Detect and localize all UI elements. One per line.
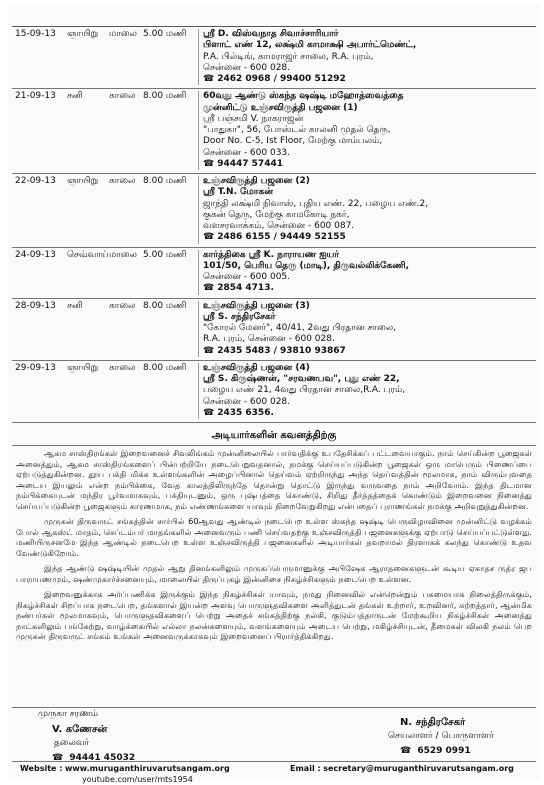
address-line: ஸ்ரீ D. விஸ்வநாத சிவாச்சாரியார் — [203, 29, 339, 39]
address-line: முன்னிட்டு உஞ்சவிருத்தி பஜனை (1) — [203, 102, 358, 113]
event-address — [198, 29, 536, 85]
signature-left — [38, 709, 238, 764]
email-line — [290, 764, 514, 774]
event-phone: 2435 5483 / 93810 93867 — [217, 345, 346, 356]
secretary-title: செயலாளர் / பொருளாளர் — [388, 730, 494, 741]
event-day: சனி — [67, 91, 83, 102]
event-phone-row — [203, 283, 536, 294]
schedule-row — [12, 27, 536, 89]
youtube-link[interactable]: youtube.com/user/mts1954 — [82, 775, 193, 784]
address-line: ஸ்ரீ பஞ்சமி V. நாகராஜன் — [203, 113, 304, 124]
event-time: 5.00 மணி — [143, 29, 187, 39]
event-day: ஞாயிறு — [67, 362, 99, 373]
event-phone: 94447 57441 — [217, 158, 283, 169]
email-label: Email : — [290, 764, 321, 773]
address-line: சென்னை - 600 033. — [203, 147, 291, 158]
address-line: உஞ்சவிருத்தி பஜனை (2) — [203, 176, 310, 186]
address-line: குகன் தெரு, மேற்கு காமகோடி நகர், — [203, 209, 350, 220]
address-line: 101/50, பெரிய தெரு (மாடி), திருவல்லிக்கேணி, — [203, 260, 410, 271]
event-address — [198, 301, 536, 357]
schedule-table — [12, 26, 536, 423]
event-phone: 2462 0968 / 99400 51292 — [217, 74, 346, 84]
event-phone: 2435 6356. — [217, 407, 274, 418]
event-phone-row — [203, 159, 536, 170]
signature-right — [388, 717, 538, 757]
event-date: 28-09-13 — [15, 300, 56, 311]
event-day: ஞாயிறு — [67, 29, 99, 39]
website-label: Website : — [20, 764, 63, 773]
event-address — [198, 176, 536, 244]
address-line: சென்னை - 600 005. — [203, 272, 291, 282]
event-time: 8.00 மணி — [143, 176, 187, 186]
event-time: 8.00 மணி — [143, 91, 187, 102]
footer — [12, 761, 536, 784]
event-day: ஞாயிறு — [67, 176, 99, 186]
event-address — [198, 250, 536, 295]
event-date: 24-09-13 — [15, 249, 56, 260]
event-time: 8.00 மணி — [143, 300, 187, 311]
schedule-row — [12, 248, 536, 299]
email-link[interactable]: secretary@muruganthiruvarutsangam.org — [323, 764, 514, 773]
event-session: மாலை — [109, 29, 137, 39]
address-line: P.A. பில்டிங், காமராஜர் சாலை, R.A. புரம், — [203, 51, 374, 62]
address-line: சென்னை - 600 028. — [203, 396, 291, 407]
event-phone-row — [203, 346, 536, 357]
address-line: உஞ்சவிருத்தி பஜனை (4) — [203, 362, 310, 373]
phone-icon: ☎ — [400, 745, 412, 756]
address-line: சென்னை - 600 028. — [203, 62, 291, 73]
address-line: ஜாந்தி லக்ஷ்மி நிவாஸ், புதிய எண். 22, பழைய எண்.2, — [203, 198, 429, 209]
event-day: செவ்வாய் — [67, 249, 109, 260]
event-date: 22-09-13 — [15, 176, 56, 186]
phone-icon: ☎ — [203, 407, 215, 418]
secretary-phone: 6529 0991 — [417, 745, 471, 756]
schedule-row — [12, 174, 536, 248]
address-line: ஸ்ரீ S. கிருஷ்ணன், "சரவணபவ", புது எண் 22, — [203, 374, 400, 384]
event-session: காலை — [109, 176, 136, 186]
president-title: தலைவர் — [54, 737, 90, 748]
notice-paragraph: இறைவனுக்காக அர்ப்பணிக்க இருக்கும் இந்த நிகழ்ச்சிகள் யாவும், நமது நினைவில் என்றென்றும் பசுமையாக நிலைத்திருக்கும், நிகழ்ச்சிகள் சிறப்பாக நடைபெற, தங்களால் இயன்ற அளவு பொருளுதவிகளை அளித்துடன் தங்கள் உற்றார், உறவினர், சுற்றத்தார், ஆன்மிக நண்பர்கள் மூலமாகவும், பொருளுதவிகளைப் பெற்று அதைச் சங்கத்திற்கு நல்கி, குடும்பத்தாருடன் மேற்கூறிய நிகழ்ச்சிகள் அனைத்து நாட்களிலும் பங்கேற்று, வாழ்க்கையில் எல்லா நலன்களையும், வளங்களையும் அடைய பெற்று, மகிழ்ச்சியுடன், தீமைகள் விலகி நலம் பெற முருகன் திருவருட் சங்கம் உங்கள் அனைவருக்காகவும் இறைவனைப் பிரார்த்திக்கிறது. — [16, 589, 532, 641]
event-phone-row — [203, 408, 536, 419]
event-phone-row — [203, 232, 536, 243]
event-time: 8.00 மணி — [143, 362, 187, 373]
event-phone: 2486 6155 / 94449 52155 — [217, 232, 346, 243]
notice-paragraph: இந்த ஆண்டு ஷஷ்டியின் முதல் ஆறு தினங்களிலும் முருகப்பெருமானுக்கு அபிஷேக ஆராதனைகளுடன் கூடிய ஏகாதச ருத்ர ஜப பாராயணமும், ஷண்முகார்ச்சனையும், மாலையில் திருப்புகழ் இன்னிசை நிகழ்ச்சிகளும் நடைபெற உள்ளன. — [16, 563, 532, 584]
secretary-phone-row — [400, 746, 538, 757]
phone-icon: ☎ — [203, 345, 215, 356]
address-line: கார்த்திகை ஸ்ரீ K. நாராயண ஐயர் — [203, 249, 339, 260]
notice-paragraph: ஆகம சாஸ்திரங்கள் இறைவனைச் சிவலிங்கம் முன்னிலையில் பார்வதிக்கு உபதேசிக்கப் பட்டவையாகும். நாம் செய்கின்ற பூஜைகள் அனைத்தும், ஆகம சாஸ்திரங்களைப் பின்பற்றியே நடைபெறுவதனால், நமக்கு செய்யப்படுகின்ற பூஜைகள் ஒரு மாபெரும் பிணைப்பை ஏற்படுத்துகின்றன. தூய பக்தி மிக்க உள்ளங்களின் அழைப்பினால் தெய்வம் ஏற்றிருந்து அந்த தெய்வத்தின் மூலமாக, நாம் விரும்புவதை அடைய இயலும் என்ற நம்பிக்கை, வேத காலத்திலிருந்தே தொன்று தொட்டு இருந்து வருவதை நாம் அறிவோம். இந்த திடமான நம்பிக்கையுடன் மந்திர பூர்வமாகவும், பக்தியுடனும், ஒரு புஷ்பத்தை கொண்டு, சிறிது தீர்த்தத்தைக் கொண்டும் இறைவனை நினைத்து செய்யப்படுகின்ற பூஜைகளும் காரணமாக, நம் எண்ணங்களை யாவும் நிறைவேறுகிறது என்பதைப் புராணங்கள் நமக்கு அறிவுறுத்துகின்றன. — [16, 448, 532, 511]
address-line: வளசரவாக்கம், சென்னை - 600 087. — [203, 221, 355, 231]
event-date: 29-09-13 — [15, 362, 56, 373]
address-line: பழைய எண் 21, 4வது பிரதான சாலை,R.A. புரம், — [203, 385, 406, 396]
event-date: 15-09-13 — [15, 29, 56, 39]
address-line: உஞ்சவிருத்தி பஜனை (3) — [203, 300, 310, 311]
event-session: மாலை — [109, 249, 137, 260]
event-session: காலை — [109, 91, 136, 102]
event-address — [198, 91, 536, 170]
address-line: "கோரல் மேனர்", 40/41, 2வது பிரதான சாலை, — [203, 323, 397, 333]
phone-icon: ☎ — [203, 232, 215, 243]
address-line: பிளாட் எண் 12, லக்ஷ்மி காமாக்ஷி அபார்ட்மெண்ட், — [203, 40, 417, 51]
event-session: காலை — [109, 300, 136, 311]
event-address — [198, 363, 536, 419]
event-time: 5.00 மணி — [143, 249, 187, 260]
event-phone: 2854 4713. — [217, 283, 274, 294]
event-session: காலை — [109, 362, 136, 373]
address-line: "பாதுகா", 56, போஸ்டல் காலனி முதல் தெரு, — [203, 125, 391, 135]
address-line: ஸ்ரீ S. சந்திரசேகர் — [203, 311, 276, 322]
address-line: 60வது ஆண்டு ஸ்கந்த ஷஷ்டி மஹோத்ஸவத்தை — [203, 91, 404, 102]
website-link[interactable]: www.muruganthiruvarutsangam.org — [64, 764, 230, 773]
address-line: ஸ்ரீ T.N. மோகன் — [203, 187, 273, 198]
notice-title: அடியார்களின் கவனத்திற்கு — [12, 430, 536, 446]
document-page — [8, 4, 540, 784]
phone-icon: ☎ — [203, 283, 215, 294]
address-line: Door No. C-5, Ist Floor, மேற்கு மாம்பலம், — [203, 136, 383, 147]
event-phone-row — [203, 74, 536, 85]
secretary-name: N. சந்திரசேகர் — [400, 717, 466, 728]
website-line — [20, 764, 230, 774]
greeting: முருகா சரணம் — [38, 709, 98, 719]
schedule-row — [12, 299, 536, 361]
phone-icon: ☎ — [203, 74, 215, 84]
president-phone: 94441 45032 — [69, 753, 136, 763]
signature-divider — [12, 707, 536, 708]
event-date: 21-09-13 — [15, 91, 56, 102]
phone-icon: ☎ — [203, 158, 215, 169]
schedule-row — [12, 361, 536, 423]
address-line: R.A. புரம், சென்னை - 600 028. — [203, 334, 335, 345]
notice-body — [16, 448, 532, 647]
notice-paragraph: முருகன் திருவருட் சங்கத்தின் சார்பில் 60ஆவது ஆண்டில் நடைபெற உள்ள ஸ்கந்த ஷஷ்டி பெருவிழாவினை முன்னிட்டு வழக்கம் போல் ஆகஸ்ட் மாதம், செப்டம்பர் மாதங்களில் அனைவரும் பணி செய்வதற்கு உஞ்சவிருத்தி பஜனைகளுக்கு ஏற்பாடு செய்யப்பட்டுள்ளது. மணியிருசனமே இந்த ஆண்டில் நடைபெற உள்ள உஞ்சவிருத்தி பஜனைகளில் அடியார்கள் தவறாமல் திரளாகக் கலந்து கொண்டு உதவ வேண்டுகிறோம். — [16, 516, 532, 558]
schedule-row — [12, 89, 536, 174]
president-name: V. கணேசன் — [52, 724, 108, 736]
phone-icon: ☎ — [52, 753, 64, 763]
event-day: சனி — [67, 300, 83, 311]
